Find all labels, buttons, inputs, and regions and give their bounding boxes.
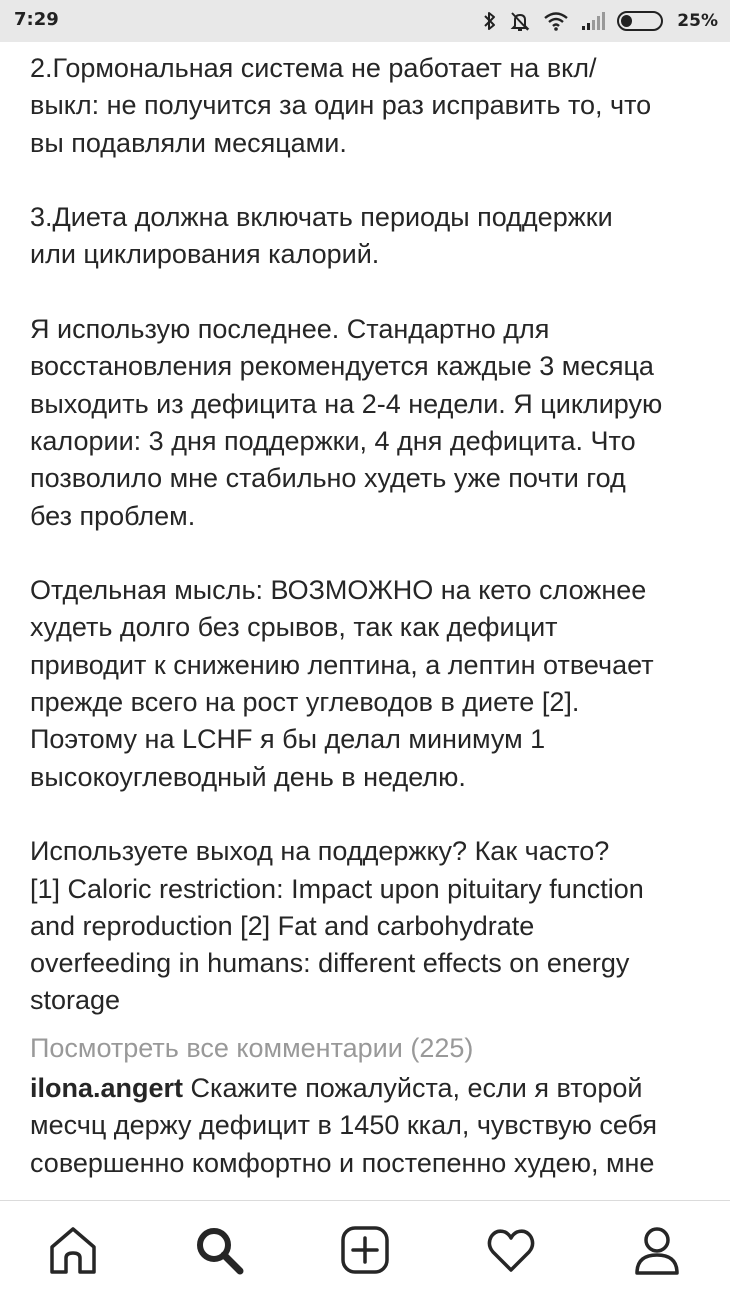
profile-icon[interactable] bbox=[632, 1225, 682, 1275]
view-all-comments-link[interactable]: Посмотреть все комментарии (225) bbox=[30, 1032, 474, 1063]
caption-paragraph: 2.Гормональная система не работает на вкл/ выкл: не получится за один раз исправить то, что вы подавляли месяцами. bbox=[30, 53, 652, 158]
wifi-icon bbox=[543, 11, 569, 31]
comment-username[interactable]: ilona.angert bbox=[30, 1073, 184, 1104]
status-icons bbox=[483, 9, 718, 33]
caption-paragraph: Отдельная мысль: ВОЗМОЖНО на кето сложнее худеть долго без срывов, так как дефицит приводит к снижению лептина, а лептин отвечает прежде всего на рост углеводов в диете [2]. Поэтому на LCHF я бы делал минимум 1 высокоуглеводный день в неделю. bbox=[30, 575, 654, 792]
add-post-icon[interactable] bbox=[340, 1225, 390, 1275]
caption-paragraph: Используете выход на поддержку? Как часто? [1] Caloric restriction: Impact upon pituitary function and reproduction [2] Fat and carbohydrate overfeeding in humans: different effects on energy storage bbox=[30, 836, 644, 1016]
paragraph-gap bbox=[30, 796, 710, 833]
status-bar bbox=[0, 0, 730, 42]
signal-icon bbox=[581, 12, 605, 30]
caption-paragraph: Я использую последнее. Стандартно для восстановления рекомендуется каждые 3 месяца выходить из дефицита на 2-4 недели. Я циклирую калории: 3 дня поддержки, 4 дня дефицита. Что позволило мне стабильно худеть уже почти год без проблем. bbox=[30, 314, 663, 531]
paragraph-gap bbox=[30, 535, 710, 572]
post-caption bbox=[30, 50, 710, 1200]
mute-bell-icon bbox=[509, 10, 531, 32]
battery-percent: 25% bbox=[677, 11, 718, 31]
caption-paragraph: 3.Диета должна включать периоды поддержки или циклирования калорий. bbox=[30, 202, 613, 270]
paragraph-gap bbox=[30, 274, 710, 311]
home-icon[interactable] bbox=[48, 1225, 98, 1275]
search-icon[interactable] bbox=[194, 1225, 244, 1275]
bottom-nav-bar bbox=[0, 1200, 730, 1299]
bluetooth-icon bbox=[483, 10, 497, 32]
heart-icon[interactable] bbox=[486, 1225, 536, 1275]
paragraph-gap bbox=[30, 162, 710, 199]
status-time: 7:29 bbox=[14, 9, 59, 30]
comment bbox=[30, 1070, 710, 1182]
comment-text: Скажите пожалуйста, если я второй месчц держу дефицит в 1450 ккал, чувствую себя совершенно комфортно и постепенно худею, мне bbox=[30, 1073, 658, 1178]
battery-icon bbox=[617, 11, 665, 31]
